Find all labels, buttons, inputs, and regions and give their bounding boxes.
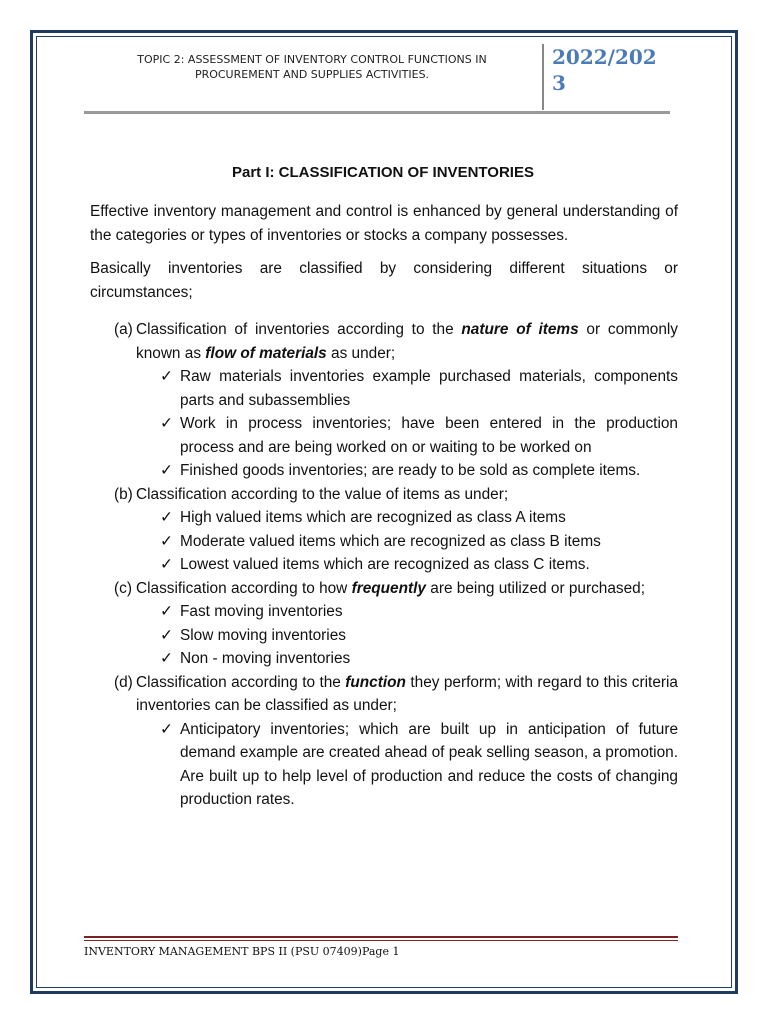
list-item: ✓ Finished goods inventories; are ready to be sold as complete items. bbox=[90, 459, 678, 483]
checkmark-icon: ✓ bbox=[160, 626, 173, 644]
checkmark-icon: ✓ bbox=[160, 650, 173, 667]
header-topic-line2: PROCUREMENT AND SUPPLIES ACTIVITIES. bbox=[194, 68, 430, 81]
checkmark-icon: ✓ bbox=[160, 603, 173, 620]
list-item: ✓ Moderate valued items which are recognized as class B items bbox=[90, 530, 678, 554]
list-marker: (d) bbox=[114, 673, 133, 691]
checkmark-icon: ✓ bbox=[160, 532, 173, 550]
list-item-d: (d) Classification according to the function they perform; with regard to this criteria inventories can be classified as under; ✓ Anticipatory inventories; which are built up in anticipation of future demand example are created ahead of peak selling season, a promotion. Are built up to help level of production and reduce the costs of changing production rates. bbox=[90, 671, 678, 812]
header-topic bbox=[84, 52, 540, 82]
list-item-c: (c) Classification according to how frequently are being utilized or purchased; ✓ Fast moving inventories ✓ Slow moving inventories ✓ Non - moving inventories bbox=[90, 577, 678, 671]
header-divider bbox=[84, 111, 670, 114]
classification-list bbox=[90, 318, 678, 812]
footer-divider bbox=[84, 936, 678, 938]
header-year-line2: 3 bbox=[552, 71, 566, 95]
list-item: ✓ Non - moving inventories bbox=[90, 647, 678, 671]
footer-divider-thin bbox=[84, 940, 678, 941]
sub-list bbox=[90, 506, 678, 577]
section-title: Part I: CLASSIFICATION OF INVENTORIES bbox=[232, 164, 534, 181]
header-year bbox=[542, 44, 662, 110]
page-header bbox=[84, 45, 670, 112]
emphasis-text: nature of items bbox=[461, 321, 579, 338]
sub-list bbox=[90, 365, 678, 483]
emphasis-text: frequently bbox=[351, 579, 426, 597]
header-year-line1: 2022/202 bbox=[552, 45, 657, 69]
checkmark-icon: ✓ bbox=[160, 509, 173, 526]
list-item-b: (b) Classification according to the value of items as under; ✓ High valued items which are recognized as class A items ✓ Moderate valued items which are recognized as class B items ✓ Lowest valued items which are recognized as class C items. bbox=[90, 483, 678, 577]
intro-paragraph: Effective inventory management and control is enhanced by general understanding of the categories or types of inventories or stocks a company possesses. bbox=[90, 203, 678, 244]
header-topic-line1: TOPIC 2: ASSESSMENT OF INVENTORY CONTROL FUNCTIONS IN bbox=[137, 53, 487, 66]
page-footer: INVENTORY MANAGEMENT BPS II (PSU 07409)Page 1 bbox=[84, 945, 400, 958]
list-item: ✓ Slow moving inventories bbox=[90, 624, 678, 648]
checkmark-icon: ✓ bbox=[160, 556, 173, 573]
checkmark-icon: ✓ bbox=[160, 462, 173, 479]
list-item: ✓ Fast moving inventories bbox=[90, 600, 678, 624]
list-item: ✓ Raw materials inventories example purchased materials, components parts and subassemblies bbox=[90, 365, 678, 412]
emphasis-text: function bbox=[345, 673, 406, 691]
list-marker: (a) bbox=[114, 321, 133, 338]
list-item: ✓ Lowest valued items which are recognized as class C items. bbox=[90, 553, 678, 577]
checkmark-icon: ✓ bbox=[160, 720, 173, 738]
list-marker: (c) bbox=[114, 579, 132, 597]
list-item-a: (a) Classification of inventories according to the nature of items or commonly known as flow of materials as under; ✓ Raw materials inventories example purchased materials, components parts and subassemblies ✓ Work in process inventories; have been entered in the production process and are being worked on or waiting to be worked on ✓ Finished goods inventories; are ready to be sold as complete items. bbox=[90, 318, 678, 483]
list-item: ✓ Work in process inventories; have been entered in the production process and are being worked on or waiting to be worked on bbox=[90, 412, 678, 459]
sub-list bbox=[90, 718, 678, 812]
checkmark-icon: ✓ bbox=[160, 415, 173, 432]
document-body bbox=[90, 200, 678, 812]
sub-list bbox=[90, 600, 678, 671]
list-item: ✓ Anticipatory inventories; which are built up in anticipation of future demand example are created ahead of peak selling season, a promotion. Are built up to help level of production and reduce the costs of changing production rates. bbox=[90, 718, 678, 812]
checkmark-icon: ✓ bbox=[160, 368, 173, 385]
basis-paragraph: Basically inventories are classified by considering different situations or circumstances; bbox=[90, 260, 678, 301]
emphasis-text: flow of materials bbox=[205, 344, 327, 362]
list-marker: (b) bbox=[114, 485, 133, 503]
list-item: ✓ High valued items which are recognized as class A items bbox=[90, 506, 678, 530]
